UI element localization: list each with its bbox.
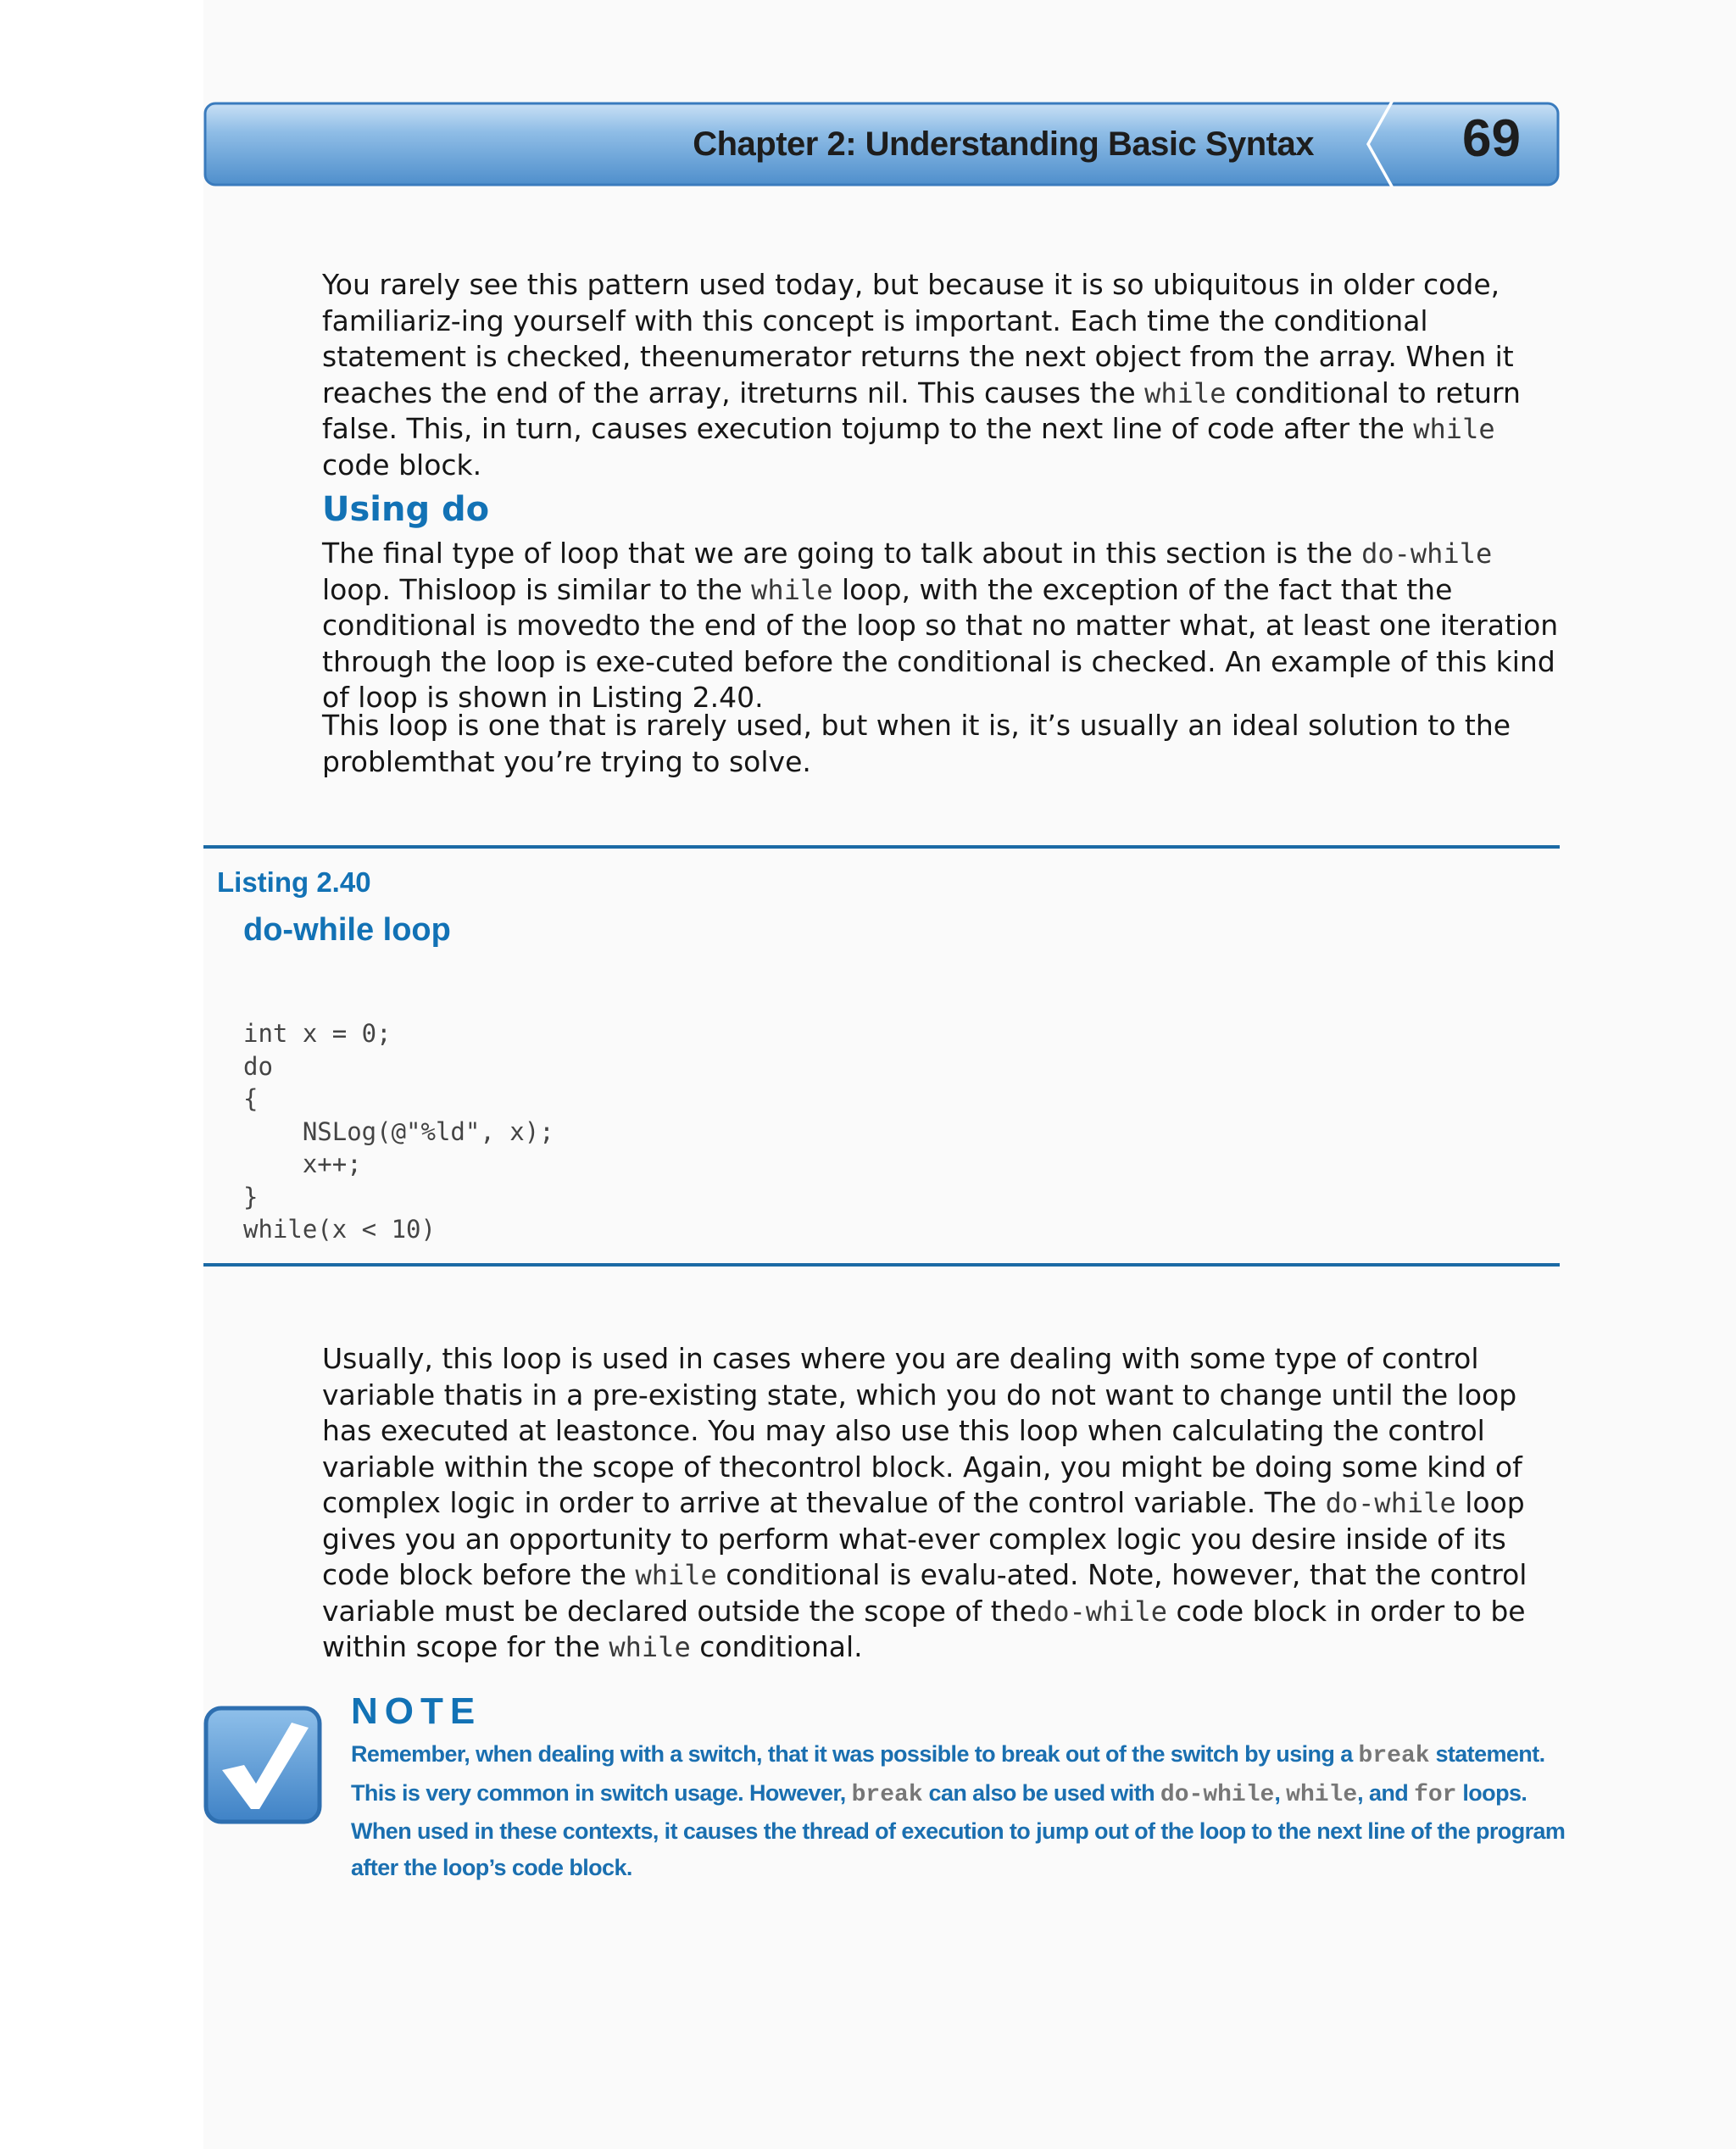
text-run: This is very common in switch usage. However, [351,1779,852,1806]
text-run: ever complex logic you desire inside of its code block before the [322,1522,1506,1591]
running-header [203,102,1560,187]
text-run: after the loop’s code block. [351,1854,632,1880]
note-line [351,1813,1566,1850]
after-paragraph [322,1341,1560,1666]
text-run: loops. [1456,1779,1527,1806]
inline-code: for [1414,1781,1457,1808]
section-paragraph-2 [322,708,1560,780]
inline-code: while [635,1559,717,1591]
text-run: Remember, when dealing with a switch, that it was possible to break out of the switch by using a [351,1741,1359,1767]
text-run: value of the control variable. The [852,1486,1326,1519]
listing-title: do-while loop [243,912,451,948]
inline-code: while [609,1631,691,1663]
inline-code: while [1144,376,1227,409]
inline-code: while [751,573,833,606]
text-run: loop, with the exception of the fact that the conditional is moved [322,572,1453,642]
text-run: , and [1357,1779,1415,1806]
listing-bottom-rule [203,1263,1560,1267]
text-run: once. You may also use this loop when calculating the control variable within the scope of the [322,1414,1485,1484]
inline-code: do-while [1361,537,1493,570]
text-run: The final type of loop that we are going to talk about in this section is the [322,537,1362,570]
note-text [351,1736,1566,1885]
text-run: ing yourself with this concept is important. Each time the conditional statement is checked, the [322,303,1428,373]
text-run: jump to the next line of code after the [870,412,1414,445]
listing-top-rule [203,845,1560,849]
inline-code: do-while [1036,1595,1168,1628]
text-run: When used in these contexts, it causes the thread of execution to jump out of the loop to the next line of the program [351,1818,1566,1844]
text-run: conditional. [690,1630,863,1663]
text-run: to the end of the loop so that no matter what, at least one iteration through the loop is exe- [322,609,1559,678]
inline-code: while [1413,413,1495,445]
text-run: cuted before the conditional is checked. An example of this kind of loop is shown in Listing 2.40. [322,644,1555,714]
text-run: conditional to return false. This, in turn, causes execution to [322,376,1521,445]
inline-code: while [1286,1781,1358,1808]
text-run: can also be used with [922,1779,1160,1806]
note-heading: NOTE [351,1690,482,1732]
inline-code: do-while [1160,1781,1275,1808]
text-run: ated. Note, however, that the control variable must be declared outside the scope of the [322,1558,1527,1628]
inline-code: do-while [1325,1487,1456,1519]
text-run: This loop is one that is rarely used, but when it is, it’s usually an ideal solution to the problem [322,709,1511,778]
text-run: loop gives you an opportunity to perform what- [322,1486,1525,1556]
page-number: 69 [1462,109,1521,168]
section-heading: Using do [322,490,490,529]
note-line [351,1736,1555,1775]
text-run: enumerator returns the next object from the array. When it reaches the end of the array, it [322,340,1514,409]
text-run: that you’re trying to solve. [437,744,811,778]
intro-paragraph [322,267,1560,483]
chapter-title: Chapter 2: Understanding Basic Syntax [693,125,1314,163]
listing-label: Listing 2.40 [217,866,371,898]
text-run: loop is similar to the [456,572,752,606]
inline-code: break [851,1781,923,1808]
checkmark-icon [203,1706,322,1829]
text-run: statement. [1429,1741,1545,1767]
code-listing: int x = 0; do { NSLog(@"%ld", x); x++; } while(x < 10) [243,1019,554,1244]
text-run: conditional is evalu- [716,1558,1007,1591]
inline-code: break [1358,1743,1430,1769]
note-line [351,1850,1555,1886]
section-paragraph-1 [322,536,1560,716]
text-run: You rarely see this pattern used today, but because it is so ubiquitous in older code, familiariz- [322,268,1500,337]
text-run: is in a pre-existing state, which you do not want to change until the loop has executed at least [322,1378,1517,1447]
text-run: Usually, this loop is used in cases where you are dealing with some type of control variable that [322,1342,1479,1411]
text-run: loop. This [322,572,457,606]
text-run: code block in order to be within scope for the [322,1594,1526,1663]
text-run: control block. Again, you might be doing some kind of complex logic in order to arrive at the [322,1450,1522,1519]
text-run: code block. [322,448,482,482]
note-line [351,1775,1555,1814]
text-run: returns nil. This causes the [758,376,1145,409]
text-run: , [1274,1779,1287,1806]
